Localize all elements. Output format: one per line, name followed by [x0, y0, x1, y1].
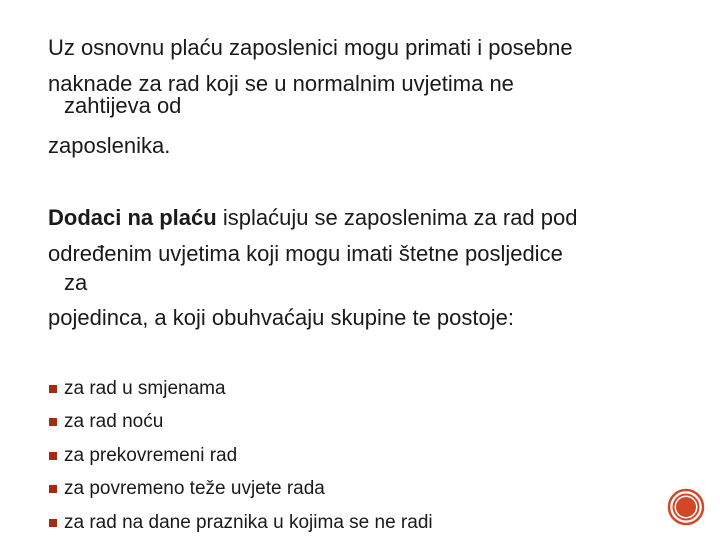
list-item-label: za rad u smjenama [64, 377, 226, 399]
list-item [48, 506, 433, 540]
list-item [48, 473, 433, 507]
paragraph2-line4: pojedinca, a koji obuhvaćaju skupine te postoje: [48, 305, 514, 330]
paragraph1-line4: zaposlenika. [48, 133, 171, 158]
square-bullet-icon [49, 452, 57, 460]
paragraph2-line3: za [64, 270, 88, 295]
paragraph1-line3: zahtijeva od [64, 93, 182, 118]
square-bullet-icon [49, 519, 57, 527]
circle-target-icon [667, 488, 705, 526]
list-item-label: za rad noću [64, 411, 164, 433]
slide-nav-button[interactable] [667, 488, 705, 526]
paragraph2-line2: određenim uvjetima koji mogu imati štetne posljedice [48, 241, 563, 266]
paragraph2-line1 [48, 206, 577, 230]
square-bullet-icon [49, 385, 57, 393]
paragraph2-bold-lead: Dodaci na plaću [48, 205, 217, 230]
list-item-label: za rad na dane praznika u kojima se ne radi [64, 511, 433, 533]
list-item [48, 406, 433, 440]
paragraph1-line2: naknade za rad koji se u normalnim uvjetima ne [48, 71, 514, 96]
list-item-label: za prekovremeni rad [64, 444, 238, 466]
paragraph1-line1: Uz osnovnu plaću zaposlenici mogu primati i posebne [48, 35, 573, 60]
square-bullet-icon [49, 418, 57, 426]
square-bullet-icon [49, 485, 57, 493]
bullet-list [48, 372, 433, 540]
list-item [48, 372, 433, 406]
list-item-label: za povremeno teže uvjete rada [64, 478, 325, 500]
list-item [48, 439, 433, 473]
paragraph2-line1-rest: isplaćuju se zaposlenima za rad pod [216, 205, 578, 230]
